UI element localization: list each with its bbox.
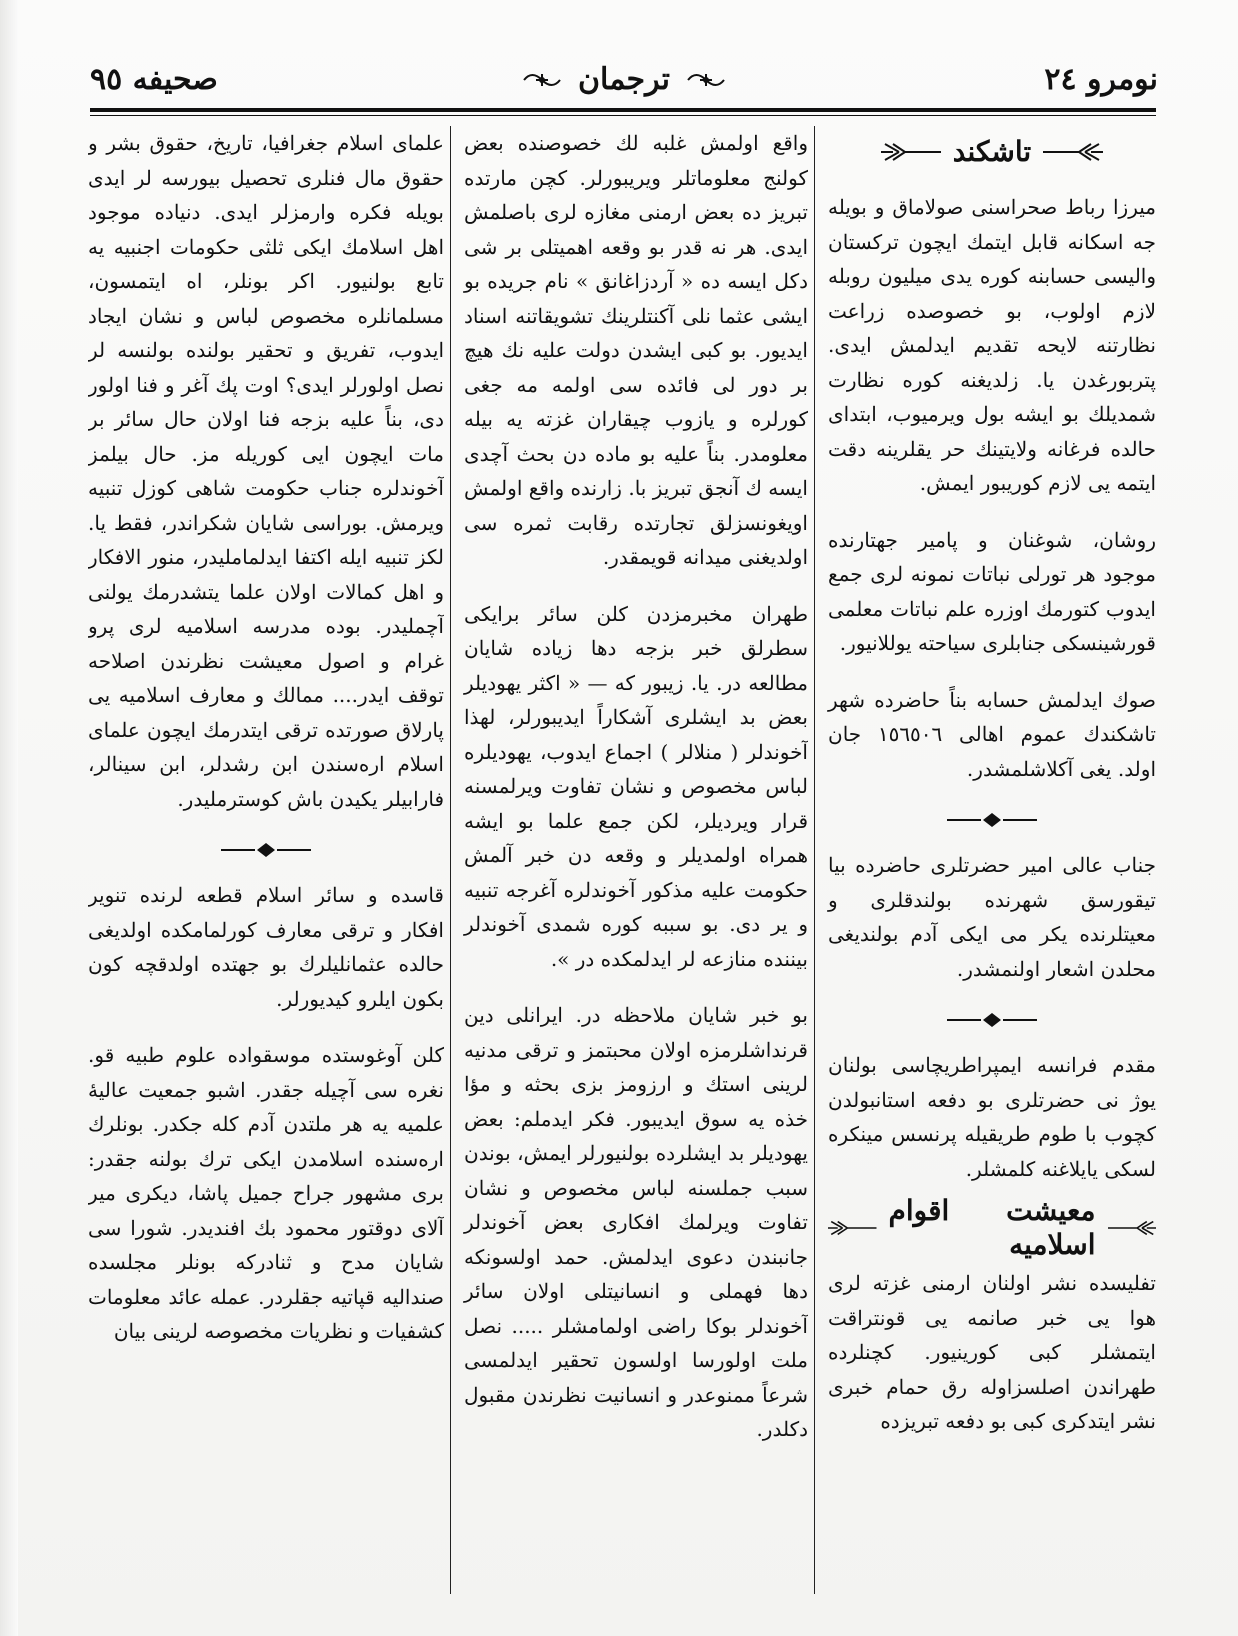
separator-ornament xyxy=(88,838,444,862)
article-paragraph: صوك ايدلمش حسابه بناً حاضرده شهر تاشكندك عموم اهالى ١٥٦٥٠٦ جان اولد. يغى آكلاشلمشدر. xyxy=(828,687,1156,781)
masthead xyxy=(522,62,726,97)
ornament-right-icon xyxy=(686,70,726,90)
diamond-rule-icon xyxy=(947,812,1037,828)
article-paragraph: تفليسده نشر اولنان ارمنى غزته لرى هوا يى خبر صانمه يى قونتراقت ايتمشلر كبى كورينيور. كچنلرده طهراندن اصلسزاوله رق حمام خبرى نشر ايتدكرى كبى بو دفعه تبريزده xyxy=(828,1271,1156,1433)
ornament-left-icon xyxy=(522,70,562,90)
article-paragraph: ميرزا رباط صحراسنى صولاماق و بويله جه اسكانه قابل ايتمك ايچون تركستان واليسى حسابنه كوره يدى ميليون روبله لازم اولوب، بو خصوصده زراعت نظارتنه لايحه تقديم ايدلمش ايدى. پتربورغدن يا. زلديغنه كوره نظارت شمديلك بو ايشه بول ويرميوب، ابتداى حالده فرغانه ولايتينك حر يقلرينه دقت ايتمه يى لازم كوريبور ايمش. xyxy=(828,195,1156,495)
article-paragraph: قاسده و سائر اسلام قطعه لرنده تنوير افكار و ترقى معارف كورلمامكده اولديغى حالده عثمانليلرك بو جهتده اولدقچه كون بكون ايلرو كيديورلر. xyxy=(88,883,444,1011)
issue-number: نومرو ٢٤ xyxy=(1044,62,1158,97)
section-heading-islamic-peoples xyxy=(828,1193,1156,1261)
section-title: معيشت اقوام اسلاميه xyxy=(888,1193,1096,1261)
article-paragraph: جناب عالى امير حضرتلرى حاضرده بيا تيقورسق شهرنده بولندقلرى و معيتلرنده يكر مى ايكى آدم بولنديغى محلدن اشعار اولنمشدر. xyxy=(828,853,1156,981)
article-paragraph: علماى اسلام جغرافيا، تاريخ، حقوق بشر و حقوق مال فنلرى تحصيل بيورسه لر ايدى بويله فكره وارمزلر ايدى. دنياده موجود اهل اسلامك ايكى ثلثى حكومات اجنبيه يه تابع بولنيور. اكر بونلر، اه ايتمسون، مسلمانلره مخصوص لباس و نشان ايجاد ايدوب، تفريق و تحقير بولنده بولنسه لر نصل اولورلر ايدى؟ اوت پك آغر و فنا اولور دى، بناً عليه بزجه فنا اولان حال سائر بر مات ايچون ايى كوريله مز. حال بيلمز آخوندلره جناب حكومت شاهى كوزل تنبيه ويرمش. بوراسى شايان شكراندر، فقط يا. لكز تنبيه ايله اكتفا ايدلمامليدر، منور الافكار و اهل كمالات اولان علما يتشدرمك يولنى آچمليدر. بوده مدرسه اسلاميه لرى پرو غرام و اصول معيشت نظرندن اصلاحه توقف ايدر.... ممالك و معارف اسلاميه يى پارلاق صورتده ترقى ايتدرمك ايچون علماى اسلام ارەسندن ابن رشدلر، ابن سينالر، فارابيلر يكيدن باش كوسترمليدر. xyxy=(88,131,444,811)
column-left xyxy=(88,126,444,1594)
column-middle xyxy=(456,126,808,1594)
ornament-icon xyxy=(1043,140,1103,164)
header-rule xyxy=(90,108,1156,112)
article-paragraph: طهران مخبرمزدن كلن سائر برايكى سطرلق خبر بزجه دها زياده شايان مطالعه در. يا. زيبور كه — « اكثر يهوديلر بعض بد ايشلرى آشكاراً ايديبورلر، لهذا آخوندلر ( منلالر ) اجماع ايدوب، يهوديلره لباس مخصوص و نشان تفاوت ويرلمسنه قرار ويرديلر، لكن جمع علما بو ايشه همراه اولمديلر و وقعه دن خبر آلمش حكومت عليه مذكور آخوندلره آغرجه تنبيه و ير دى. بو سببه كوره شمدى آخوندلر بيننده منازعه لر ايدلمكده در ». xyxy=(464,601,808,971)
section-title: تاشكند xyxy=(952,134,1032,168)
page-header xyxy=(90,62,1158,112)
newspaper-title: ترجمان xyxy=(578,62,670,97)
diamond-rule-icon xyxy=(947,1012,1037,1028)
ornament-icon xyxy=(881,140,941,164)
column-divider xyxy=(450,126,451,1594)
separator-ornament xyxy=(828,1008,1156,1032)
separator-ornament xyxy=(828,808,1156,832)
article-paragraph: بو خبر شايان ملاحظه در. ايرانلى دين قرنداشلرمزه اولان محبتمز و ترقى مدنيه لرينى استك و ارزومز بزى بحثه و مؤا خذه يه سوق ايديبور. فكر ايدملم: بعض يهوديلر بد ايشلرده بولنيورلر ايمش، بوندن سبب جملسنه لباس مخصوص و نشان تفاوت ويرلمك افكارى بعض آخوندلر جانبندن دعوى ايدلمش. حمد اولسونكه دها فهملى و انسانيتلى اولان سائر آخوندلر بوكا راضى اولمامشلر ..... نصل ملت اولورسا اولسون تحقير ايدلمسى شرعاً ممنوعدر و انسانيت نظرندن مقبول دكلدر. xyxy=(464,1003,808,1441)
article-paragraph: مقدم فرانسه ايمپراطريچاسى بولنان يوژ نى حضرتلرى بو دفعه استانبولدن كچوب با طوم طريقيله پرنسس مينكره لسكى يايلاغنه كلمشلر. xyxy=(828,1053,1156,1181)
diamond-rule-icon xyxy=(221,842,311,858)
header-rule-thin xyxy=(90,115,1156,116)
article-paragraph: واقع اولمش غلبه لك خصوصنده بعض كولنج معلوماتلر ويريبورلر. كچن مارتده تبريز ده بعض ارمنى مغازه لرى باصلمش ايدى. هر نه قدر بو وقعه اهميتلى بر شى دكل ايسه ده « آردزاغانق » نام جريده بو ايشى عثما نلى آكنتلرينك تشويقاتنه اسناد ايديور. بو كبى ايشدن دولت عليه نك هيچ بر دور لى فائده سى اولمه مه جغى كورلره و يازوب چيقاران غزته يه بيله معلومدر. بناً عليه بو ماده دن بحث آچدى ايسه ك آنجق تبريز با. زارنده واقع اولمش اويغونسزلق تجارتده رقابت ثمره سى اولديغنى ميدانه قويمقدر. xyxy=(464,131,808,569)
page-edge xyxy=(0,0,18,1636)
column-right xyxy=(820,126,1156,1594)
article-paragraph: كلن آوغوستده موسقواده علوم طبيه قو. نغره سى آچيله جقدر. اشبو جمعيت عاليهٔ علميه يه هر ملتدن آدم كله جكدر. بونلرك ارەسنده اسلامدن ايكى ترك بولنه جقدر: برى مشهور جراح جميل پاشا، ديكرى مير آلاى دوقتور محمود بك افنديدر. شورا سى شايان مدح و ثنادركه بونلر مجلسده صنداليه قپاتيه جقلردر. عمله عائد معلومات كشفيات و نظريات مخصوصه لرينى بيان xyxy=(88,1043,444,1343)
ornament-icon xyxy=(1108,1216,1157,1240)
page-number: صحيفه ٩٥ xyxy=(90,62,218,97)
article-paragraph: روشان، شوغنان و پامير جهتارنده موجود هر تورلى نباتات نمونه لرى جمع ايدوب كتورمك اوزره علم نباتات معلمى قورشينسكى جنابلرى سياحته يوللانيور. xyxy=(828,527,1156,655)
ornament-icon xyxy=(828,1216,877,1240)
column-divider xyxy=(814,126,815,1594)
section-heading-tashkent xyxy=(828,132,1156,172)
